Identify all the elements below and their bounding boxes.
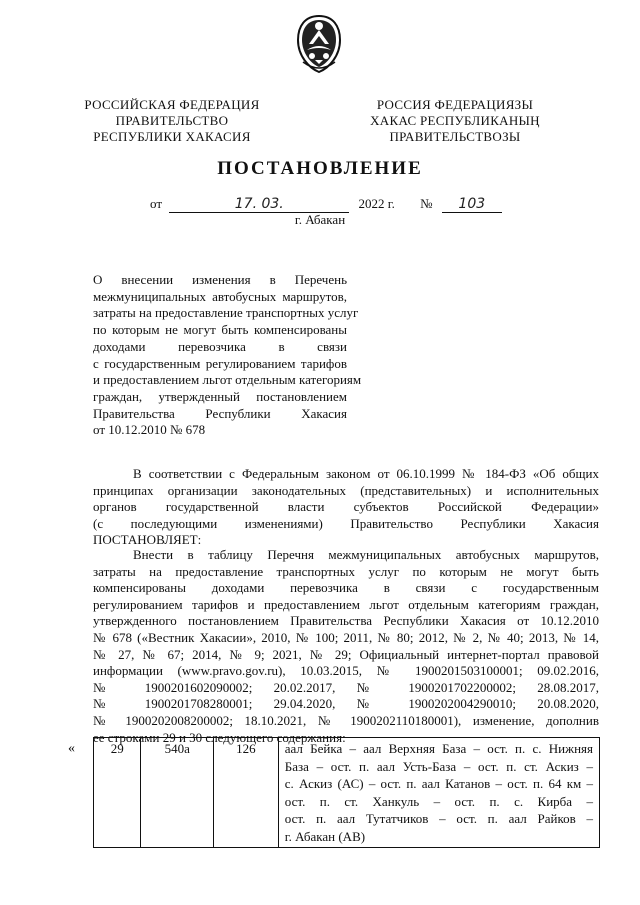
paragraph-line: органов государственной власти субъектов Российской Федерации» (93, 499, 599, 515)
number-label: № (420, 196, 433, 211)
document-city: г. Абакан (294, 212, 346, 227)
route-line: ост. п. ст. Ханкуль – ост. п. с. Кирба – (284, 793, 593, 809)
route-line: ост. п. аал Тутатчиков – ост. п. аал Райков – (284, 811, 593, 826)
subject-line: О внесении изменения в Перечень (93, 272, 347, 287)
paragraph-line: (с последующими изменениями) Правительство Республики Хакасия (93, 515, 599, 531)
paragraph-line: ПОСТАНОВЛЯЕТ: (93, 532, 202, 548)
subject-line: и предоставлением льгот отдельным категориям (93, 372, 362, 388)
route-description-cell (278, 738, 599, 848)
header-right-line: ПРАВИТЕЛЬСТВОЗЫ (389, 129, 521, 144)
paragraph-line: компенсированы доходами перевозчика в связи с государственным (93, 580, 599, 596)
opening-quote-mark: « (68, 741, 75, 756)
route-line: аал Бейка – аал Верхняя База – ост. п. с. Нижняя (284, 741, 593, 756)
table-row (94, 738, 600, 848)
paragraph-line: № 678 («Вестник Хакасии», 2010, № 100; 2011, № 80; 2012, № 2, № 40; 2013, № 14, (93, 629, 599, 645)
date-from-label: от (150, 196, 163, 211)
paragraph-line: регулированием тарифов и предоставлением льгот отдельным категориям граждан, (93, 596, 599, 612)
document-title: ПОСТАНОВЛЕНИЕ (217, 158, 423, 179)
document-year: 2022 г. (358, 196, 395, 211)
header-right-line: РОССИЯ ФЕДЕРАЦИЯЗЫ (376, 97, 534, 112)
paragraph-resolution (93, 547, 599, 746)
route-line: г. Абакан (АВ) (284, 828, 366, 844)
header-right-line: ХАКАС РЕСПУБЛИКАНЫҢ (370, 113, 540, 128)
paragraph-line: утвержденного постановлением Правительства Республики Хакасия от 10.12.2010 (93, 613, 599, 629)
subject-line: от 10.12.2010 № 678 (93, 422, 206, 438)
date-line (150, 196, 502, 213)
subject-line: граждан, утвержденный постановлением (93, 388, 347, 404)
route-line: с. Аскиз (АС) – ост. п. аал Катанов – ост. п. 64 км – (284, 776, 593, 791)
header-left-line: РЕСПУБЛИКИ ХАКАСИЯ (93, 129, 251, 144)
header-left-line: ПРАВИТЕЛЬСТВО (115, 113, 229, 128)
header-left (72, 97, 272, 145)
subject-line: по которым не могут быть компенсированы (93, 322, 347, 338)
route-line: База – ост. п. аал Усть-База – ост. п. ст. Аскиз – (284, 758, 593, 774)
subject-block (93, 272, 362, 439)
paragraph-line: Внести в таблицу Перечня межмуниципальных автобусных маршрутов, (133, 547, 599, 562)
paragraph-line: № 1900201708280001; 29.04.2020, № 1900202004290010; 20.08.2020, (93, 696, 599, 712)
paragraph-line: № 27, № 67; 2014, № 9; 2021, № 29; Официальный интернет-портал правовой (93, 646, 599, 662)
subject-line: с государственным регулированием тарифов (93, 355, 347, 371)
header-right (350, 97, 560, 145)
paragraph-line: принципах организации законодательных (представительных) и исполнительных (93, 482, 599, 498)
subject-line: Правительства Республики Хакасия (93, 405, 347, 421)
route-number-cell: 29 (94, 738, 141, 848)
paragraph-line: № 1900202008200002; 18.10.2021, № 1900202110180001), изменение, дополнив (93, 712, 599, 728)
paragraph-line: затраты на предоставление транспортных услуг по которым не могут быть (93, 563, 599, 579)
header-left-line: РОССИЙСКАЯ ФЕДЕРАЦИЯ (84, 97, 260, 112)
subject-line: доходами перевозчика в связи (93, 338, 347, 354)
paragraph-line: В соответствии с Федеральным законом от 06.10.1999 № 184-ФЗ «Об общих (133, 466, 599, 481)
document-date: 17. 03. (169, 196, 349, 213)
routes-table (93, 737, 600, 848)
subject-line: затраты на предоставление транспортных услуг (93, 305, 359, 321)
paragraph-line: информации (www.pravo.gov.ru), 10.03.2015, № 1900201503100001; 09.02.2016, (93, 663, 599, 679)
paragraph-preamble (93, 466, 599, 549)
coat-of-arms-emblem (295, 14, 343, 74)
subject-line: межмуниципальных автобусных маршрутов, (93, 288, 347, 304)
paragraph-line: № 1900201602090002; 20.02.2017, № 1900201702200002; 28.08.2017, (93, 679, 599, 695)
document-number: 103 (442, 196, 502, 213)
paragraph-line: ее строками 29 и 30 следующего содержания: (93, 729, 346, 745)
route-distance-cell: 126 (214, 738, 279, 848)
route-code-cell: 540а (141, 738, 214, 848)
